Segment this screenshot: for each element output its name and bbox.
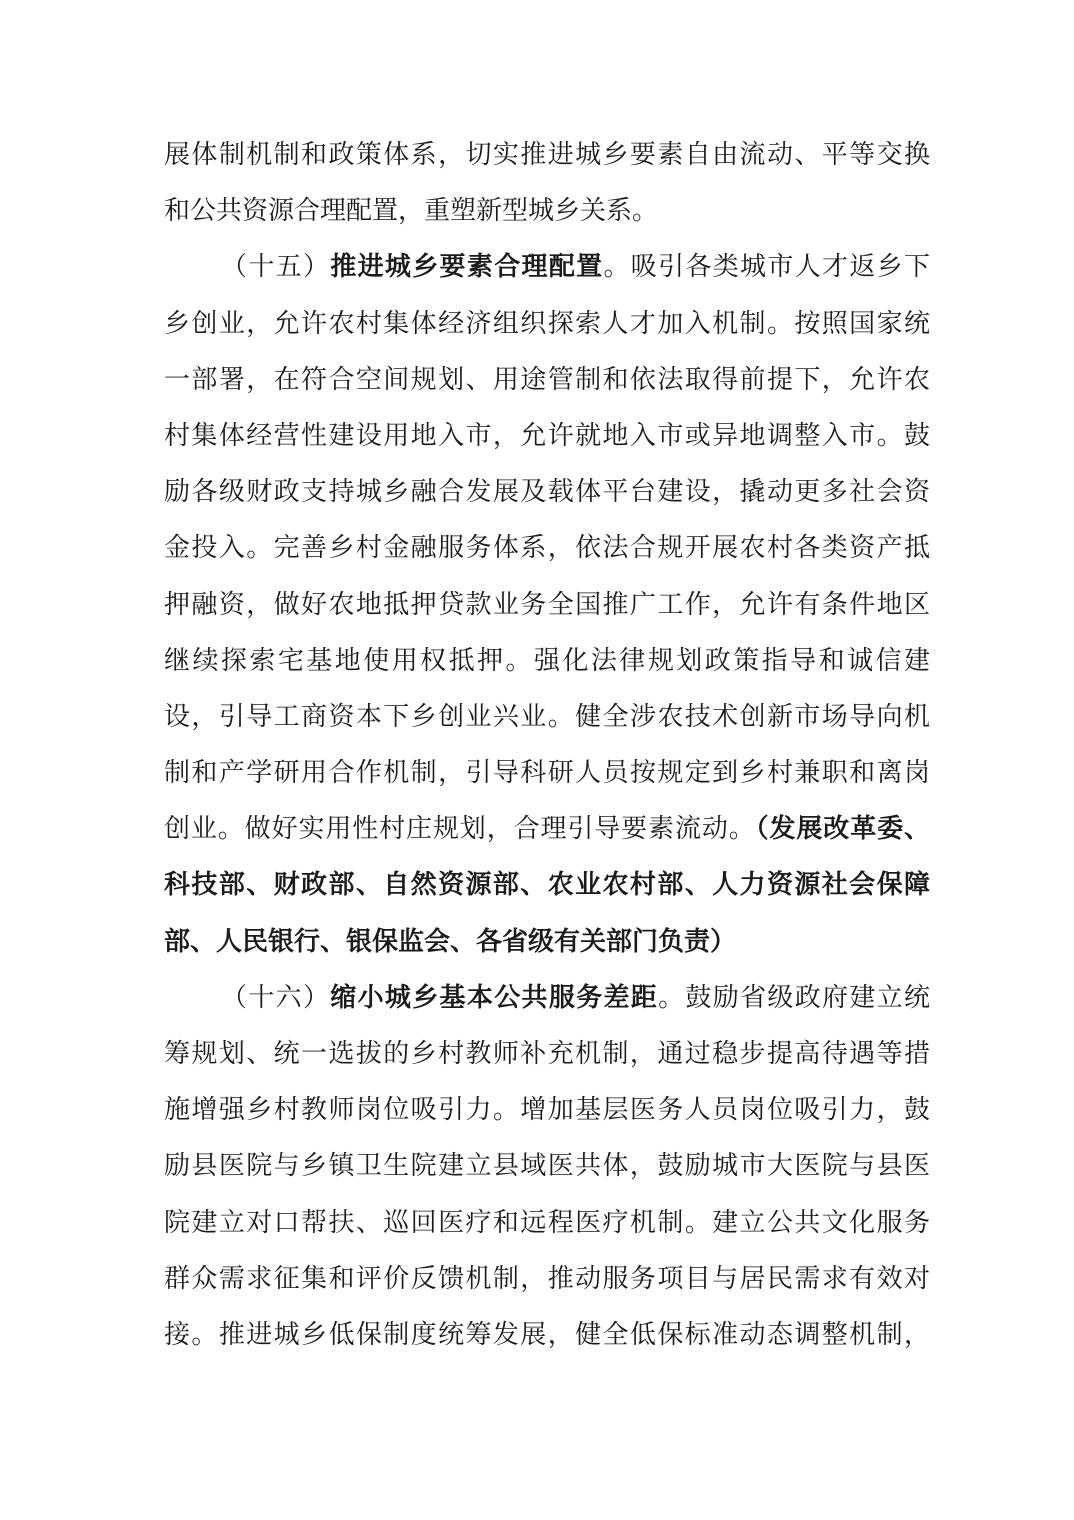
text-segment: 继续探索宅基地使用权抵押。强化法律规划政策指导和诚信建 xyxy=(164,645,930,675)
text-segment: 筹规划、统一选拔的乡村教师补充机制，通过稳步提高待遇等措 xyxy=(164,1039,930,1068)
text-line xyxy=(164,127,930,183)
text-segment: 制和产学研用合作机制，引导科研人员按规定到乡村兼职和离岗 xyxy=(164,758,930,788)
text-segment: 展体制机制和政策体系，切实推进城乡要素自由流动、平等交换 xyxy=(164,140,930,169)
text-segment: 。鼓励省级政府建立统 xyxy=(658,982,930,1012)
text-line xyxy=(164,857,930,913)
text-line xyxy=(164,689,930,745)
text-line xyxy=(164,1026,930,1082)
text-line xyxy=(164,296,930,352)
text-line xyxy=(164,1307,930,1363)
text-segment: 金投入。完善乡村金融服务体系，依法合规开展农村各类资产抵 xyxy=(164,533,930,563)
text-segment: 院建立对口帮扶、巡回医疗和远程医疗机制。建立公共文化服务 xyxy=(164,1207,930,1237)
text-segment: （十六） xyxy=(221,982,331,1012)
text-line xyxy=(164,239,930,295)
text-line xyxy=(164,914,930,970)
text-line xyxy=(164,183,930,239)
text-line xyxy=(164,745,930,801)
document-text xyxy=(164,127,930,1363)
text-line xyxy=(164,1082,930,1138)
text-segment: 接。推进城乡低保制度统筹发展，健全低保标准动态调整机制， xyxy=(164,1319,930,1349)
text-segment: 押融资，做好农地抵押贷款业务全国推广工作，允许有条件地区 xyxy=(164,589,930,619)
text-line xyxy=(164,408,930,464)
text-line xyxy=(164,577,930,633)
text-line xyxy=(164,464,930,520)
text-line xyxy=(164,1195,930,1251)
text-segment: 创业。做好实用性村庄规划，合理引导要素流动。 xyxy=(164,814,756,844)
text-segment-bold: 缩小城乡基本公共服务差距 xyxy=(330,982,659,1012)
text-segment: 乡创业，允许农村集体经济组织探索人才加入机制。按照国家统 xyxy=(164,308,930,338)
text-segment-bold: 部、人民银行、银保监会、各省级有关部门负责） xyxy=(164,926,737,956)
text-segment: 和公共资源合理配置，重塑新型城乡关系。 xyxy=(164,196,659,226)
text-line xyxy=(164,970,930,1026)
text-segment: 励各级财政支持城乡融合发展及载体平台建设，撬动更多社会资 xyxy=(164,477,930,507)
text-line xyxy=(164,520,930,576)
text-segment: 。吸引各类城市人才返乡下 xyxy=(603,252,930,282)
text-segment-bold: （发展改革委、 xyxy=(755,814,930,844)
text-line xyxy=(164,352,930,408)
text-segment: 励县医院与乡镇卫生院建立县域医共体，鼓励城市大医院与县医 xyxy=(164,1151,930,1181)
text-segment: 设，引导工商资本下乡创业兴业。健全涉农技术创新市场导向机 xyxy=(164,701,930,731)
text-line xyxy=(164,633,930,689)
text-segment-bold: 科技部、财政部、自然资源部、农业农村部、人力资源社会保障 xyxy=(164,870,930,900)
text-line xyxy=(164,1251,930,1307)
text-line xyxy=(164,1138,930,1194)
text-segment-bold: 推进城乡要素合理配置 xyxy=(330,252,604,282)
text-segment: 施增强乡村教师岗位吸引力。增加基层医务人员岗位吸引力，鼓 xyxy=(164,1095,930,1125)
text-segment: 村集体经营性建设用地入市，允许就地入市或异地调整入市。鼓 xyxy=(164,420,930,450)
text-segment: （十五） xyxy=(221,252,331,282)
text-line xyxy=(164,801,930,857)
text-segment: 群众需求征集和评价反馈机制，推动服务项目与居民需求有效对 xyxy=(164,1263,930,1293)
text-segment: 一部署，在符合空间规划、用途管制和依法取得前提下，允许农 xyxy=(164,364,930,394)
